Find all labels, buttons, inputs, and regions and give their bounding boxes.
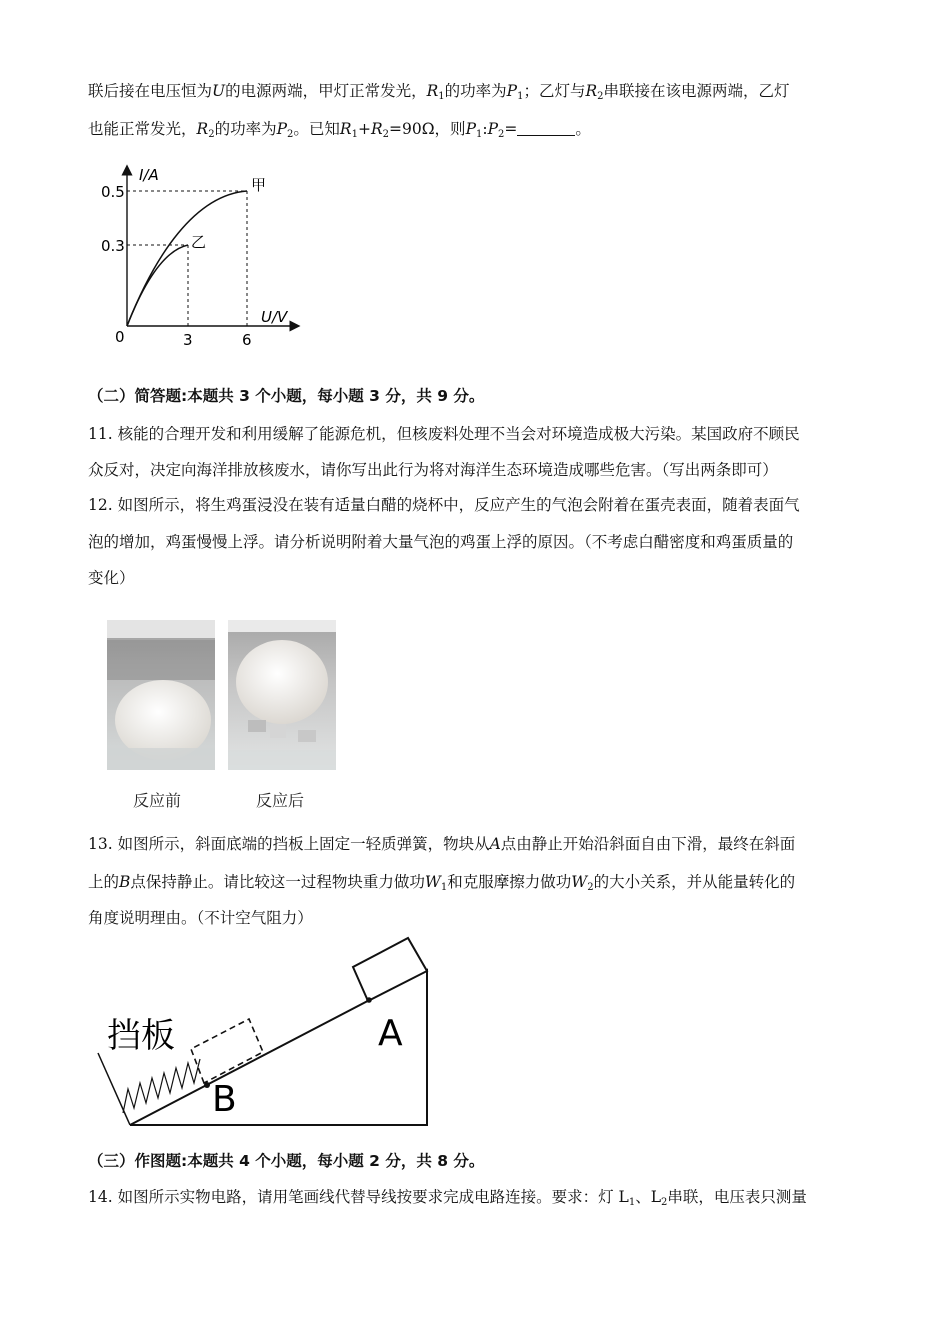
- iu-graph: [95, 160, 310, 355]
- x-axis-label: U/V: [261, 308, 288, 326]
- text: 、L: [635, 1188, 661, 1206]
- text: 14. 如图所示实物电路，请用笔画线代替导线按要求完成电路连接。要求：灯 L: [88, 1188, 629, 1206]
- var-A: A: [489, 835, 501, 853]
- text: 联后接在电压恒为: [88, 82, 213, 100]
- curve-yi: [127, 245, 188, 326]
- curve-label-jia: 甲: [251, 176, 267, 194]
- q10-line-2: [88, 119, 591, 145]
- sub: 2: [597, 91, 604, 102]
- text: 点保持静止。请比较这一过程物块重力做功: [130, 873, 425, 891]
- text: ；乙灯与: [523, 82, 586, 100]
- var-W1: W: [424, 873, 441, 891]
- point-B: [204, 1082, 210, 1088]
- var-W2: W: [571, 873, 588, 891]
- q11-line-1: 11. 核能的合理开发和利用缓解了能源危机，但核废料处理不当会对环境造成极大污染。某国政府不顾民: [88, 425, 800, 443]
- var-P2: P: [487, 120, 499, 138]
- text: :: [482, 120, 488, 138]
- label-B: B: [212, 1079, 237, 1120]
- q13-line-3: 角度说明理由。（不计空气阻力）: [88, 909, 313, 927]
- text: 的大小关系，并从能量转化的: [593, 873, 796, 891]
- photo-after-image: [228, 620, 336, 770]
- var-B: B: [119, 873, 131, 891]
- text: 和克服摩擦力做功: [447, 873, 572, 891]
- photo-after-reaction: [228, 620, 336, 770]
- q11-line-2: 众反对，决定向海洋排放核废水，请你写出此行为将对海洋生态环境造成哪些危害。（写出两条即可）: [88, 461, 778, 479]
- q12-line-3: 变化）: [88, 569, 135, 587]
- var-P1: P: [506, 82, 518, 100]
- curve-label-yi: 乙: [191, 233, 207, 251]
- origin-label: 0: [115, 328, 125, 346]
- sub: 2: [208, 129, 215, 140]
- x-tick-3: 3: [183, 331, 193, 349]
- var-U: U: [212, 82, 226, 100]
- photo-before-image: [107, 620, 215, 770]
- sub: 2: [287, 129, 294, 140]
- y-tick-0.3: 0.3: [101, 237, 125, 255]
- text: 的功率为: [214, 120, 277, 138]
- y-axis-label: I/A: [139, 166, 159, 184]
- section-3-heading: （三）作图题:本题共 4 个小题，每小题 2 分，共 8 分。: [88, 1152, 485, 1170]
- text: +: [357, 120, 371, 138]
- incline-diagram: [90, 935, 440, 1135]
- caption-after: 反应后: [256, 791, 305, 810]
- sub: 1: [351, 129, 358, 140]
- photo-before-reaction: [107, 620, 215, 770]
- section-2-heading: （二）简答题:本题共 3 个小题，每小题 3 分，共 9 分。: [88, 387, 485, 405]
- text: =90Ω，则: [389, 120, 466, 138]
- text: 上的: [88, 873, 120, 891]
- var-P2: P: [276, 120, 288, 138]
- var-P1: P: [465, 120, 476, 138]
- text: 13. 如图所示，斜面底端的挡板上固定一轻质弹簧，物块从: [88, 835, 490, 853]
- y-tick-0.5: 0.5: [101, 183, 125, 201]
- sub: 2: [498, 129, 505, 140]
- answer-blank[interactable]: [517, 121, 575, 136]
- text: 串联接在该电源两端，乙灯: [603, 82, 790, 100]
- egg: [236, 640, 328, 724]
- curve-jia: [127, 191, 247, 326]
- var-R1: R: [339, 120, 352, 138]
- text: 的功率为: [444, 82, 507, 100]
- q13-line-1: [88, 834, 795, 854]
- text: 。: [575, 120, 591, 138]
- text: 。已知: [293, 120, 340, 138]
- text: 点由静止开始沿斜面自由下滑，最终在斜面: [500, 835, 796, 853]
- q12-line-1: 12. 如图所示，将生鸡蛋浸没在装有适量白醋的烧杯中，反应产生的气泡会附着在蛋壳表面，随着表面气: [88, 496, 800, 514]
- text: 串联，电压表只测量: [667, 1188, 807, 1206]
- caption-before: 反应前: [133, 791, 182, 810]
- block-at-A: [353, 938, 427, 1001]
- text: 也能正常发光，: [88, 120, 197, 138]
- sub: 1: [440, 882, 448, 893]
- sub: 1: [628, 1197, 636, 1208]
- sub: 1: [438, 91, 445, 102]
- var-R2: R: [196, 120, 209, 138]
- q14-line-1: [88, 1187, 807, 1213]
- var-R2: R: [585, 82, 598, 100]
- spring: [123, 1059, 200, 1113]
- q12-line-2: 泡的增加，鸡蛋慢慢上浮。请分析说明附着大量气泡的鸡蛋上浮的原因。（不考虑白醋密度和鸡蛋质量的: [88, 533, 794, 551]
- x-tick-6: 6: [242, 331, 252, 349]
- label-A: A: [378, 1013, 403, 1054]
- sub: 1: [517, 91, 524, 102]
- var-R1: R: [426, 82, 439, 100]
- sub: 2: [382, 129, 389, 140]
- q13-line-2: [88, 872, 795, 898]
- sub: 1: [476, 129, 483, 140]
- board: [98, 1053, 130, 1125]
- board-label: 挡板: [107, 1016, 175, 1056]
- var-R2: R: [370, 120, 383, 138]
- text: =: [504, 120, 518, 138]
- sub: 2: [587, 882, 594, 893]
- point-A: [366, 997, 372, 1003]
- q10-line-1: [88, 81, 790, 107]
- sub: 2: [660, 1197, 668, 1208]
- text: 的电源两端，甲灯正常发光，: [225, 82, 427, 100]
